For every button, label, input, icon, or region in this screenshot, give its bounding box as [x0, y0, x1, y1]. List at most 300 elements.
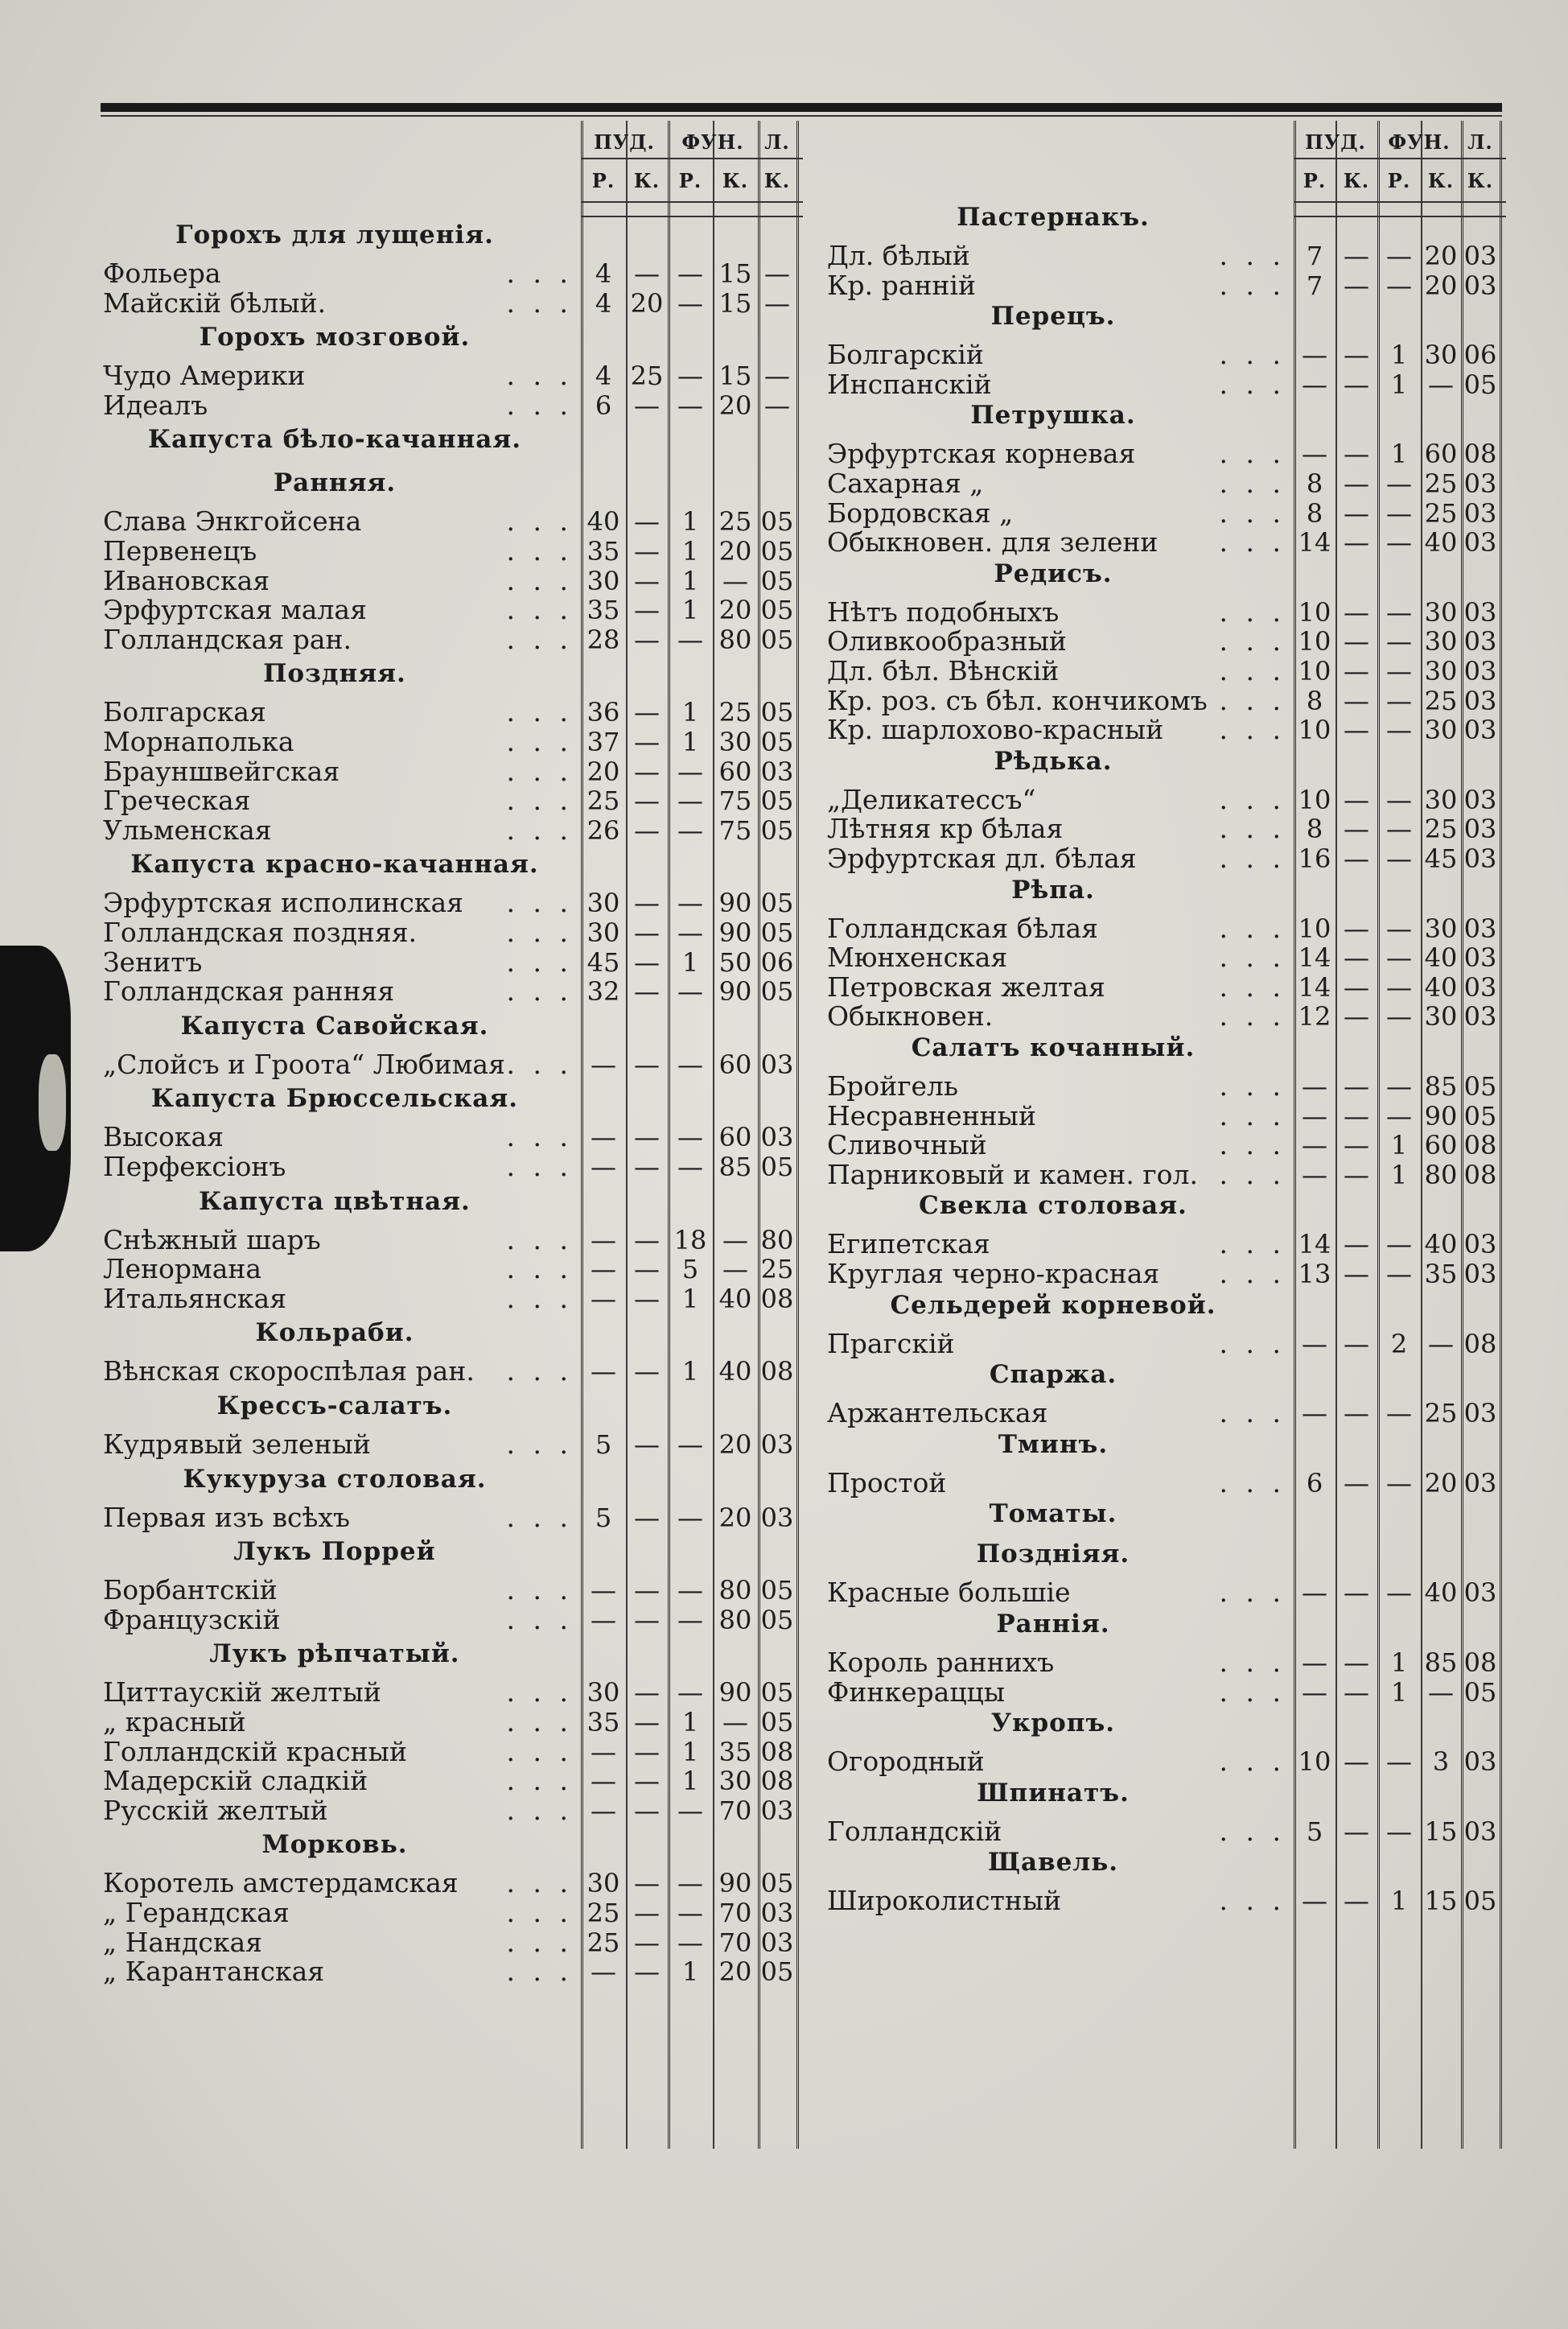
torn-edge-hole	[39, 1054, 66, 1151]
section-heading	[88, 1012, 796, 1041]
price-cell-pk: —	[1344, 527, 1369, 559]
leader-dots: . . .	[506, 1574, 573, 1606]
price-row	[88, 757, 796, 786]
price-cell-l: 03	[760, 1122, 794, 1153]
price-row	[88, 1255, 796, 1284]
price-cell-pk: —	[1344, 1746, 1369, 1778]
item-name: Кудрявый зеленый	[103, 1430, 371, 1459]
item-name: Снѣжный шаръ	[103, 1225, 321, 1255]
item-name: Майскій бѣлый.	[103, 288, 327, 318]
section-heading-text: Томаты.	[989, 1499, 1117, 1529]
section-heading	[88, 468, 796, 497]
price-cell-fk: 80	[718, 1604, 752, 1635]
section-heading	[88, 1639, 796, 1668]
price-cell-pr: —	[1302, 439, 1327, 470]
section-heading-text: Капуста бѣло-качанная.	[147, 425, 522, 455]
price-row	[813, 844, 1504, 873]
price-cell-pk: —	[1344, 1886, 1369, 1917]
price-cell-fr: —	[1386, 656, 1412, 686]
price-cell-l: —	[764, 287, 790, 319]
price-cell-fr: 1	[681, 946, 699, 978]
price-cell-fk: 90	[718, 917, 752, 948]
price-cell-fr: —	[1386, 596, 1412, 628]
price-cell-pk: —	[634, 536, 660, 567]
price-cell-pr: —	[591, 1356, 616, 1387]
price-cell-fk: —	[1428, 1676, 1454, 1708]
price-cell-fr: 1	[681, 1766, 699, 1797]
leader-dots: . . .	[1219, 596, 1286, 628]
price-cell-pk: —	[1344, 784, 1369, 815]
price-cell-fr: 1	[681, 1736, 699, 1767]
price-cell-fr: —	[1386, 1577, 1412, 1609]
header-rule	[581, 201, 803, 203]
price-cell-fk: 40	[718, 1356, 752, 1387]
section-heading	[88, 1537, 796, 1566]
section-heading	[88, 221, 796, 249]
leader-dots: . . .	[1219, 625, 1286, 657]
section-heading-text: Ранняя.	[273, 468, 397, 498]
price-cell-l: 05	[760, 624, 794, 655]
leader-dots: . . .	[506, 1897, 573, 1928]
price-cell-pr: —	[1302, 340, 1327, 371]
price-cell-fk: 30	[1424, 626, 1458, 657]
price-cell-fk: 30	[1424, 656, 1458, 686]
price-cell-pr: 35	[586, 595, 620, 626]
price-row	[813, 1230, 1504, 1259]
section-heading-text: Рѣдька.	[994, 746, 1113, 776]
price-row	[88, 1766, 796, 1795]
price-cell-fr: —	[677, 785, 703, 817]
item-name: Аржантельская	[827, 1399, 1048, 1428]
price-cell-pr: 25	[586, 1927, 620, 1958]
price-cell-pr: —	[591, 1575, 616, 1606]
price-cell-l: 05	[1463, 1886, 1497, 1917]
price-row	[88, 1869, 796, 1898]
price-cell-pk: —	[634, 258, 660, 289]
leader-dots: . . .	[1219, 1577, 1286, 1609]
item-name: Кр. роз. съ бѣл. кончикомъ	[827, 686, 1208, 715]
price-cell-pk: —	[1344, 843, 1369, 874]
item-name: Мюнхенская	[827, 943, 1008, 973]
leader-dots: . . .	[506, 564, 573, 596]
price-cell-fk: 70	[718, 1927, 752, 1958]
section-heading-text: Кукуруза столовая.	[183, 1464, 487, 1494]
price-cell-pk: —	[634, 697, 660, 728]
price-cell-fk: 30	[1424, 784, 1458, 815]
item-name: Сахарная „	[827, 469, 984, 498]
price-cell-fr: 1	[681, 727, 699, 757]
price-cell-fk: 25	[1424, 814, 1458, 845]
item-name: Болгарская	[103, 698, 266, 728]
price-cell-l: 05	[760, 1152, 794, 1182]
price-cell-l: 03	[1463, 784, 1497, 815]
price-cell-fk: 85	[1424, 1647, 1458, 1678]
price-cell-pr: —	[1302, 1676, 1327, 1708]
price-cell-fk: 75	[718, 785, 752, 817]
item-name: Петровская желтая	[827, 972, 1105, 1002]
price-cell-pr: —	[1302, 1130, 1327, 1161]
section-heading	[813, 302, 1504, 331]
price-cell-pk: —	[1344, 439, 1369, 470]
price-cell-pk: —	[634, 1736, 660, 1767]
price-row	[813, 340, 1504, 369]
price-row	[813, 1678, 1504, 1707]
header-pud: ПУД.	[594, 130, 655, 154]
leader-dots: . . .	[1219, 526, 1286, 559]
price-cell-pr: —	[591, 1795, 616, 1826]
item-name: Эрфуртская малая	[103, 596, 367, 625]
leader-dots: . . .	[1219, 1000, 1286, 1033]
price-cell-l: 03	[760, 1049, 794, 1080]
price-cell-pr: 7	[1306, 270, 1323, 301]
leader-dots: . . .	[1219, 1099, 1286, 1132]
price-cell-fk: —	[722, 1707, 748, 1737]
price-cell-fk: 25	[1424, 1398, 1458, 1429]
section-heading-text: Поздніяя.	[976, 1540, 1130, 1569]
price-cell-l: 03	[760, 1429, 794, 1460]
price-cell-fk: 15	[1424, 1816, 1458, 1847]
price-cell-fk: 30	[1424, 715, 1458, 746]
price-cell-fr: 1	[1390, 1130, 1408, 1161]
section-heading	[88, 1084, 796, 1113]
section-heading	[813, 1540, 1504, 1568]
price-cell-fr: —	[1386, 1398, 1412, 1429]
price-cell-l: 03	[760, 1795, 794, 1826]
item-name: Борбантскій	[103, 1576, 278, 1606]
price-cell-pk: —	[1344, 468, 1369, 499]
price-cell-l: 03	[760, 756, 794, 787]
price-cell-pk: —	[1344, 942, 1369, 974]
header-l-k: К.	[1467, 169, 1494, 192]
price-cell-pr: —	[591, 1049, 616, 1080]
price-cell-fr: 1	[681, 697, 699, 728]
header-l-k: К.	[763, 169, 791, 192]
price-cell-pk: —	[1344, 1467, 1369, 1498]
price-cell-fr: —	[1386, 1100, 1412, 1132]
price-cell-fk: —	[722, 565, 748, 596]
price-cell-pr: —	[591, 1152, 616, 1182]
price-cell-l: 03	[1463, 1259, 1497, 1289]
item-name: Кр. ранній	[827, 270, 976, 300]
leader-dots: . . .	[506, 1355, 573, 1387]
price-cell-fr: —	[1386, 270, 1412, 301]
price-cell-fk: 80	[718, 624, 752, 655]
leader-dots: . . .	[506, 594, 573, 626]
price-cell-l: 03	[1463, 971, 1497, 1003]
price-cell-l: 08	[760, 1736, 794, 1767]
section-heading	[813, 401, 1504, 430]
price-row	[88, 816, 796, 845]
price-cell-fk: 30	[718, 1766, 752, 1797]
price-cell-l: 05	[760, 1604, 794, 1635]
section-heading	[88, 425, 796, 454]
price-cell-l: 06	[760, 946, 794, 978]
leader-dots: . . .	[506, 1765, 573, 1797]
price-cell-fr: —	[1386, 626, 1412, 657]
section-heading-text: Кольраби.	[255, 1318, 414, 1348]
price-cell-fk: 30	[1424, 913, 1458, 944]
price-row	[813, 1648, 1504, 1677]
leader-dots: . . .	[1219, 1397, 1286, 1429]
leader-dots: . . .	[506, 1603, 573, 1635]
section-heading-text: Укропъ.	[990, 1709, 1116, 1738]
leader-dots: . . .	[1219, 912, 1286, 944]
price-cell-pr: 30	[586, 1868, 620, 1899]
price-row	[813, 1817, 1504, 1846]
item-name: Циттаускій желтый	[103, 1678, 381, 1708]
price-row	[813, 657, 1504, 686]
price-cell-fr: —	[1386, 814, 1412, 845]
price-cell-fk: 30	[1424, 1001, 1458, 1033]
price-row	[88, 1050, 796, 1079]
price-cell-fr: —	[1386, 1229, 1412, 1260]
price-cell-fr: —	[1386, 1467, 1412, 1498]
section-heading	[813, 876, 1504, 905]
price-cell-fk: 15	[718, 287, 752, 319]
price-cell-pr: 36	[586, 697, 620, 728]
price-row	[813, 914, 1504, 943]
item-name: „ Карантанская	[103, 1957, 325, 1987]
header-rule	[581, 216, 803, 217]
price-cell-pr: 30	[586, 1677, 620, 1709]
price-cell-fk: 35	[1424, 1259, 1458, 1289]
leader-dots: . . .	[1219, 497, 1286, 529]
leader-dots: . . .	[1219, 1228, 1286, 1260]
item-name: Сливочный	[827, 1131, 987, 1160]
leader-dots: . . .	[506, 1223, 573, 1255]
price-row	[88, 786, 796, 815]
price-cell-fk: 20	[718, 1502, 752, 1533]
price-row	[813, 499, 1504, 528]
item-name: Прагскій	[827, 1329, 955, 1358]
section-heading-text: Шпинатъ.	[977, 1778, 1130, 1808]
price-cell-l: 03	[1463, 715, 1497, 746]
price-cell-l: 06	[1463, 340, 1497, 371]
price-cell-fk: 20	[718, 595, 752, 626]
price-cell-l: 05	[760, 536, 794, 567]
leader-dots: . . .	[1219, 1070, 1286, 1102]
item-name: Дл. бѣл. Вѣнскій	[827, 657, 1060, 686]
price-row	[813, 627, 1504, 656]
leader-dots: . . .	[506, 1956, 573, 1988]
price-cell-pk: —	[1344, 1159, 1369, 1190]
price-row	[88, 1737, 796, 1766]
leader-dots: . . .	[506, 1706, 573, 1737]
price-cell-fr: —	[1386, 1746, 1412, 1778]
price-cell-l: 05	[760, 814, 794, 846]
section-heading	[813, 1360, 1504, 1389]
leader-dots: . . .	[506, 1253, 573, 1285]
section-heading-text: Щавель.	[987, 1848, 1119, 1878]
price-cell-pr: —	[1302, 1398, 1327, 1429]
price-cell-pr: 30	[586, 917, 620, 948]
price-row	[813, 370, 1504, 399]
item-name: Зенитъ	[103, 947, 203, 977]
price-row	[88, 286, 796, 319]
price-cell-l: —	[764, 361, 790, 392]
header-pud: ПУД.	[1305, 130, 1366, 154]
price-cell-fr: 1	[1390, 1676, 1408, 1708]
leader-dots: . . .	[1219, 783, 1286, 815]
item-name: Вѣнская скороспѣлая ран.	[103, 1357, 475, 1387]
price-cell-fr: —	[677, 1122, 703, 1153]
price-cell-fk: 20	[1424, 241, 1458, 271]
leader-dots: . . .	[1219, 368, 1286, 400]
price-cell-pk: —	[1344, 497, 1369, 529]
price-cell-pk: —	[1344, 1071, 1369, 1102]
price-cell-fk: 20	[718, 1956, 752, 1988]
price-cell-fk: 40	[1424, 1229, 1458, 1260]
price-cell-fk: 90	[718, 888, 752, 919]
price-cell-pr: 6	[595, 390, 612, 421]
price-row	[813, 814, 1504, 843]
price-cell-pr: 35	[586, 1707, 620, 1737]
price-row	[88, 1223, 796, 1255]
price-cell-fr: —	[1386, 468, 1412, 499]
price-cell-pr: 20	[586, 756, 620, 787]
price-cell-fk: 60	[718, 1049, 752, 1080]
header-fun-k: К.	[722, 169, 749, 192]
price-cell-fk: 40	[1424, 971, 1458, 1003]
price-row	[88, 507, 796, 536]
section-heading	[813, 1610, 1504, 1639]
section-heading	[813, 1709, 1504, 1737]
price-cell-l: 05	[760, 565, 794, 596]
price-cell-l: 03	[1463, 270, 1497, 301]
price-cell-l: 08	[760, 1356, 794, 1387]
price-cell-pr: 10	[1298, 656, 1331, 686]
leader-dots: . . .	[1219, 1815, 1286, 1847]
price-cell-l: 03	[1463, 685, 1497, 716]
price-cell-fk: 15	[1424, 1886, 1458, 1917]
price-row	[813, 1131, 1504, 1160]
price-cell-l: 03	[1463, 1746, 1497, 1778]
price-cell-pk: —	[634, 1956, 660, 1988]
price-cell-fr: 1	[681, 1956, 699, 1988]
price-cell-pk: —	[634, 1049, 660, 1080]
item-name: Фольера	[103, 259, 221, 288]
section-heading	[813, 1291, 1504, 1320]
price-row	[813, 528, 1504, 557]
price-cell-pk: —	[634, 1122, 660, 1153]
price-cell-pk: —	[1344, 626, 1369, 657]
price-cell-fr: —	[1386, 497, 1412, 529]
price-cell-l: 05	[760, 785, 794, 817]
section-heading-text: Рѣпа.	[1011, 875, 1095, 905]
price-row	[813, 1399, 1504, 1428]
price-row	[88, 948, 796, 977]
price-cell-l: 80	[760, 1224, 794, 1255]
item-name: Широколистный	[827, 1886, 1062, 1916]
price-cell-pk: —	[634, 1766, 660, 1797]
price-cell-pk: —	[634, 1898, 660, 1928]
price-cell-fr: —	[1386, 685, 1412, 716]
section-heading	[813, 1033, 1504, 1062]
price-cell-fr: —	[677, 756, 703, 787]
price-cell-pr: 14	[1298, 942, 1331, 974]
item-name: Голландскій красный	[103, 1737, 407, 1766]
price-cell-fr: 1	[1390, 369, 1408, 400]
section-heading-text: Свекла столовая.	[919, 1191, 1187, 1221]
item-name: Красные большіе	[827, 1578, 1071, 1608]
item-name: Обыкновен. для зелени	[827, 528, 1159, 558]
price-cell-pr: —	[591, 1283, 616, 1314]
price-cell-fk: 85	[1424, 1071, 1458, 1102]
price-cell-pr: —	[591, 1224, 616, 1255]
leader-dots: . . .	[506, 535, 573, 567]
price-row	[813, 686, 1504, 715]
price-cell-fk: —	[722, 1224, 748, 1255]
section-heading	[88, 1830, 796, 1859]
price-cell-pk: —	[1344, 913, 1369, 944]
item-name: Голландская ран.	[103, 625, 352, 654]
price-cell-l: 05	[760, 888, 794, 919]
price-cell-fr: —	[677, 1049, 703, 1080]
price-row	[88, 259, 796, 288]
header-rule	[1294, 158, 1506, 159]
price-cell-fk: 85	[718, 1152, 752, 1182]
price-cell-fr: —	[677, 1927, 703, 1958]
price-cell-fk: 20	[718, 536, 752, 567]
price-cell-pr: —	[591, 1604, 616, 1635]
price-cell-pr: 14	[1298, 527, 1331, 559]
price-row	[88, 1357, 796, 1386]
item-name: Кр. шарлохово-красный	[827, 715, 1164, 745]
price-cell-pk: —	[1344, 814, 1369, 845]
item-name: „Деликатессъ“	[827, 785, 1036, 814]
item-name: Египетская	[827, 1230, 990, 1259]
price-cell-pr: 10	[1298, 1746, 1331, 1778]
price-cell-pk: —	[1344, 1676, 1369, 1708]
price-cell-l: 05	[1463, 1100, 1497, 1132]
price-cell-fk: —	[1428, 1328, 1454, 1359]
price-cell-pk: —	[1344, 1816, 1369, 1847]
leader-dots: . . .	[506, 1794, 573, 1826]
price-cell-fr: 18	[673, 1224, 707, 1255]
price-row	[88, 1928, 796, 1957]
header-fun-k: К.	[1427, 169, 1455, 192]
price-cell-fr: —	[677, 917, 703, 948]
price-cell-fr: —	[1386, 843, 1412, 874]
price-cell-pr: 8	[1306, 468, 1323, 499]
price-cell-pr: 45	[586, 946, 620, 978]
section-heading-text: Редисъ.	[994, 559, 1113, 588]
price-cell-fr: —	[677, 1868, 703, 1899]
leader-dots: . . .	[506, 975, 573, 1008]
price-cell-pk: —	[634, 1677, 660, 1709]
price-cell-fr: —	[1386, 784, 1412, 815]
price-cell-fr: —	[677, 888, 703, 919]
price-cell-pr: 5	[1306, 1816, 1323, 1847]
price-cell-fk: 80	[1424, 1159, 1458, 1190]
price-cell-pk: —	[1344, 971, 1369, 1003]
leader-dots: . . .	[506, 785, 573, 817]
price-cell-pk: —	[1344, 596, 1369, 628]
item-name: Лѣтняя кр бѣлая	[827, 814, 1064, 844]
price-row	[88, 1678, 796, 1707]
price-row	[88, 698, 796, 727]
price-cell-pk: —	[634, 1283, 660, 1314]
price-cell-pr: —	[1302, 1328, 1327, 1359]
price-cell-fk: 45	[1424, 843, 1458, 874]
item-name: Ульменская	[103, 815, 272, 845]
leader-dots: . . .	[506, 360, 573, 392]
price-cell-fk: 90	[718, 1868, 752, 1899]
price-cell-l: 05	[760, 1868, 794, 1899]
price-cell-pk: —	[634, 1429, 660, 1460]
price-row	[813, 973, 1504, 1002]
price-cell-fr: 1	[681, 595, 699, 626]
